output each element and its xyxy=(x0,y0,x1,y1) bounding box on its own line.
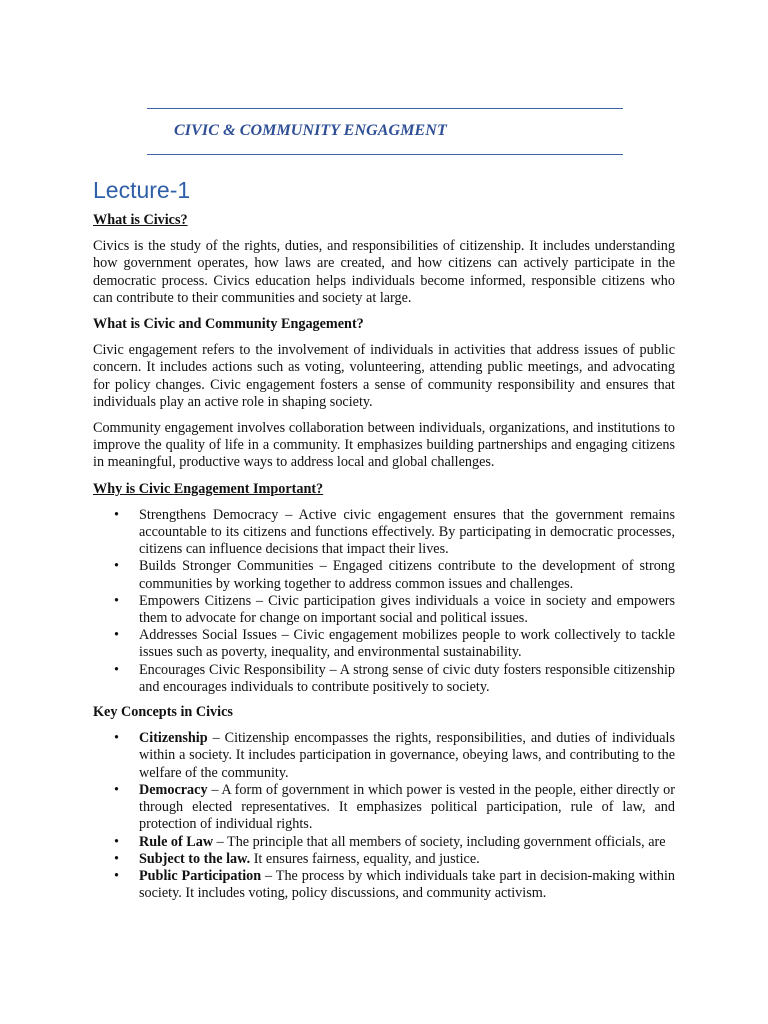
paragraph-community-engagement: Community engagement involves collaboration between individuals, organizations, and institutions to improve the quality of life in a community. It emphasizes building partnerships and engaging citizens in meaningful, productive ways to address local and global challenges. xyxy=(93,420,675,471)
list-item-text: Empowers Citizens – Civic participation gives individuals a voice in society and empowers them to advocate for change on important social and political issues. xyxy=(139,592,675,627)
bullet-icon: • xyxy=(114,730,119,747)
course-title: CIVIC & COMMUNITY ENGAGMENT xyxy=(174,122,447,139)
bullet-icon: • xyxy=(114,592,119,609)
section-heading-why-important: Why is Civic Engagement Important? xyxy=(93,480,324,497)
list-item-text: Builds Stronger Communities – Engaged citizens contribute to the development of strong communities by working together to address common issues and challenges. xyxy=(139,558,675,592)
bullet-icon: • xyxy=(114,558,119,575)
concept-term: Public Participation xyxy=(139,867,262,884)
concept-term: Subject to the law. xyxy=(139,850,251,867)
list-key-concepts xyxy=(93,730,675,902)
concept-definition: – The principle that all members of society, including government officials, are xyxy=(213,833,666,850)
concept-term: Rule of Law xyxy=(139,833,214,850)
list-item-text: Encourages Civic Responsibility – A strong sense of civic duty fosters responsible citizenship and encourages individuals to contribute positively to society. xyxy=(139,661,675,695)
bullet-icon: • xyxy=(114,833,119,850)
list-item xyxy=(93,730,675,782)
list-item xyxy=(93,662,675,696)
list-item xyxy=(93,834,675,851)
bullet-icon: • xyxy=(114,850,119,867)
bullet-icon: • xyxy=(114,867,119,884)
paragraph-civic-engagement: Civic engagement refers to the involvement of individuals in activities that address issues of public concern. It includes actions such as voting, volunteering, attending public meetings, and advocating for policy changes. Civic engagement fosters a sense of community responsibility and ensures that individuals play an active role in shaping society. xyxy=(93,342,675,410)
list-item-text: Addresses Social Issues – Civic engagement mobilizes people to work collectively to tackle issues such as poverty, inequality, and environmental sustainability. xyxy=(139,627,675,661)
header-rule-top xyxy=(147,108,623,109)
section-heading-key-concepts: Key Concepts in Civics xyxy=(93,704,233,721)
header-rule-bottom xyxy=(147,154,623,155)
bullet-icon: • xyxy=(114,627,119,644)
concept-term: Citizenship xyxy=(139,730,208,747)
document-body xyxy=(93,212,675,910)
paragraph-what-is-civics: Civics is the study of the rights, duties, and responsibilities of citizenship. It includes understanding how government operates, how laws are created, and how citizens can actively participate in the democratic process. Civics education helps individuals become informed, responsible citizens who can contribute to their communities and society at large. xyxy=(93,238,675,306)
section-heading-what-is-civics: What is Civics? xyxy=(93,212,188,228)
bullet-icon: • xyxy=(114,506,119,523)
list-item xyxy=(93,593,675,627)
bullet-icon: • xyxy=(114,781,119,798)
list-item-text: Strengthens Democracy – Active civic engagement ensures that the government remains accountable to its citizens and functions effectively. By participating in democratic processes, citizens can influence decisions that impact their lives. xyxy=(139,506,675,558)
concept-definition: – Citizenship encompasses the rights, responsibilities, and duties of individuals within a society. It includes participation in governance, obeying laws, and contributing to the welfare of the community. xyxy=(139,730,675,781)
concept-definition: – The process by which individuals take part in decision-making within society. It includes voting, policy discussions, and community activism. xyxy=(139,867,675,902)
list-item xyxy=(93,782,675,834)
list-item xyxy=(93,507,675,559)
concept-definition: It ensures fairness, equality, and justice. xyxy=(250,850,480,867)
concept-definition: – A form of government in which power is vested in the people, either directly or through elected representatives. It emphasizes political participation, rule of law, and protection of individual rights. xyxy=(139,781,675,833)
lecture-title: Lecture-1 xyxy=(93,177,191,203)
list-item xyxy=(93,851,675,868)
list-why-important xyxy=(93,507,675,696)
list-item xyxy=(93,558,675,592)
list-item xyxy=(93,627,675,661)
bullet-icon: • xyxy=(114,661,119,678)
concept-term: Democracy xyxy=(139,781,208,798)
list-item xyxy=(93,868,675,902)
section-heading-civic-engagement: What is Civic and Community Engagement? xyxy=(93,316,364,333)
